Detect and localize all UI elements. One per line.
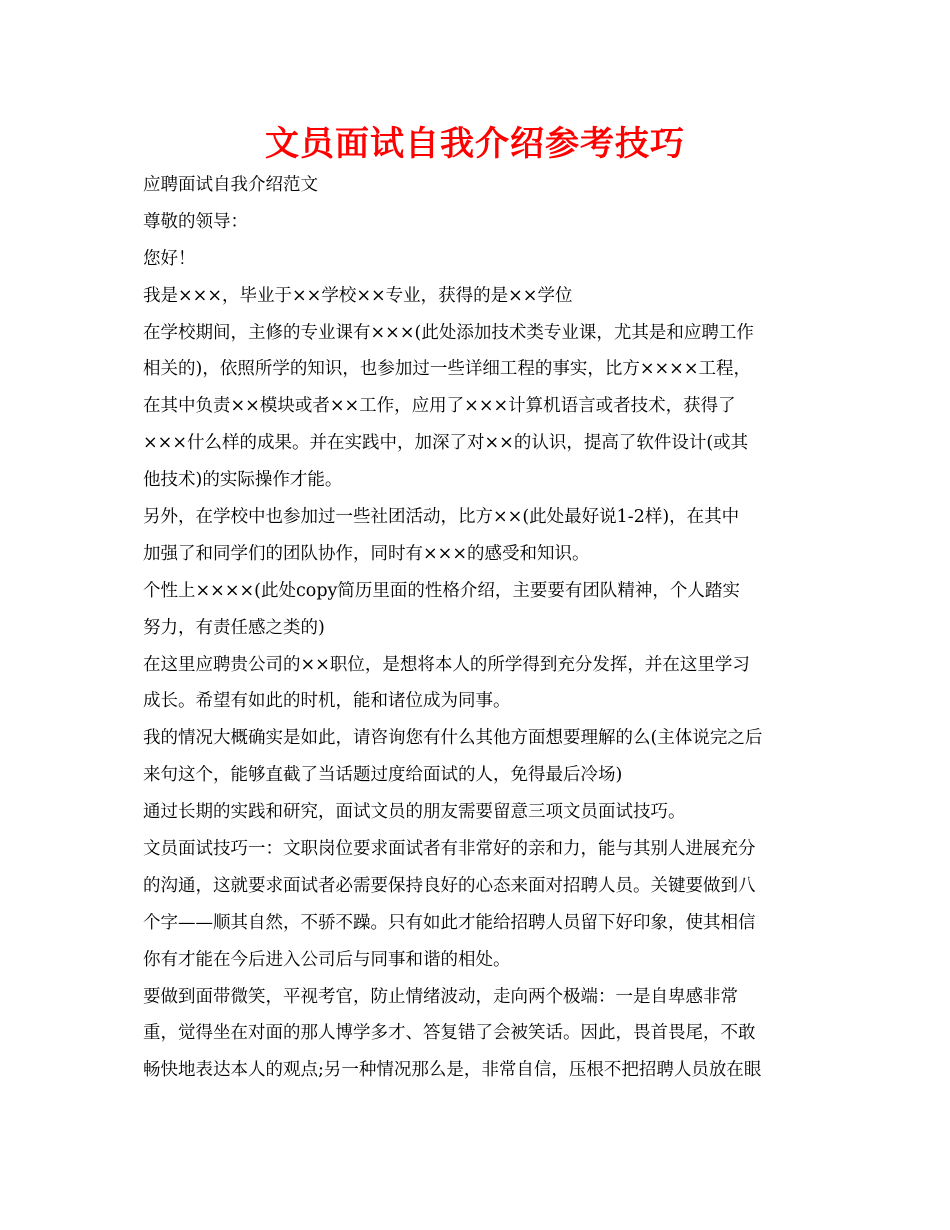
- text-line: 要做到面带微笑，平视考官，防止情绪波动，走向两个极端：一是自卑感非常: [143, 986, 738, 1007]
- text-line: 文员面试技巧一：文职岗位要求面试者有非常好的亲和力，能与其别人进展充分: [143, 839, 756, 860]
- text-line: 我是×××，毕业于××学校××专业，获得的是××学位: [143, 285, 573, 306]
- text-line: 成长。希望有如此的时机，能和诸位成为同事。: [143, 691, 511, 712]
- text-line: 应聘面试自我介绍范文: [143, 175, 318, 195]
- text-line: 个性上××××(此处copy简历里面的性格介绍，主要要有团队精神，个人踏实: [143, 580, 740, 601]
- text-line: 你有才能在今后进入公司后与同事和谐的相处。: [143, 949, 511, 970]
- text-line: 加强了和同学们的团队协作，同时有×××的感受和知识。: [143, 543, 590, 564]
- text-line: 另外，在学校中也参加过一些社团活动，比方××(此处最好说1-2样)，在其中: [143, 507, 740, 528]
- text-line: 尊敬的领导：: [143, 211, 248, 232]
- text-line: 在这里应聘贵公司的××职位，是想将本人的所学得到充分发挥，并在这里学习: [143, 654, 750, 675]
- document-body: [143, 167, 808, 1089]
- text-line: 个字——顺其自然，不骄不躁。只有如此才能给招聘人员留下好印象，使其相信: [143, 912, 756, 933]
- text-line: 我的情况大概确实是如此，请咨询您有什么其他方面想要理解的么(主体说完之后: [143, 728, 763, 749]
- text-line: 重，觉得坐在对面的那人博学多才、答复错了会被笑话。因此，畏首畏尾，不敢: [143, 1023, 756, 1044]
- text-line: 在其中负责××模块或者××工作，应用了×××计算机语言或者技术，获得了: [143, 396, 736, 417]
- text-line: 通过长期的实践和研究，面试文员的朋友需要留意三项文员面试技巧。: [143, 802, 686, 823]
- text-line: 畅快地表达本人的观点;另一种情况那么是，非常自信，压根不把招聘人员放在眼: [143, 1060, 762, 1081]
- text-line: 他技术)的实际操作才能。: [143, 470, 343, 491]
- text-line: 的沟通，这就要求面试者必需要保持良好的心态来面对招聘人员。关键要做到八: [143, 875, 756, 896]
- text-line: ×××什么样的成果。并在实践中，加深了对××的认识，提高了软件设计(或其: [143, 433, 749, 454]
- document-title: 文员面试自我介绍参考技巧: [265, 124, 685, 164]
- text-line: 在学校期间，主修的专业课有×××(此处添加技术类专业课，尤其是和应聘工作: [143, 322, 754, 343]
- text-line: 来句这个，能够直截了当话题过度给面试的人，免得最后冷场): [143, 765, 623, 786]
- text-line: 努力，有责任感之类的): [143, 617, 325, 638]
- text-line: 相关的)，依照所学的知识，也参加过一些详细工程的事实，比方××××工程，: [143, 359, 751, 380]
- text-line: 您好！: [143, 248, 196, 269]
